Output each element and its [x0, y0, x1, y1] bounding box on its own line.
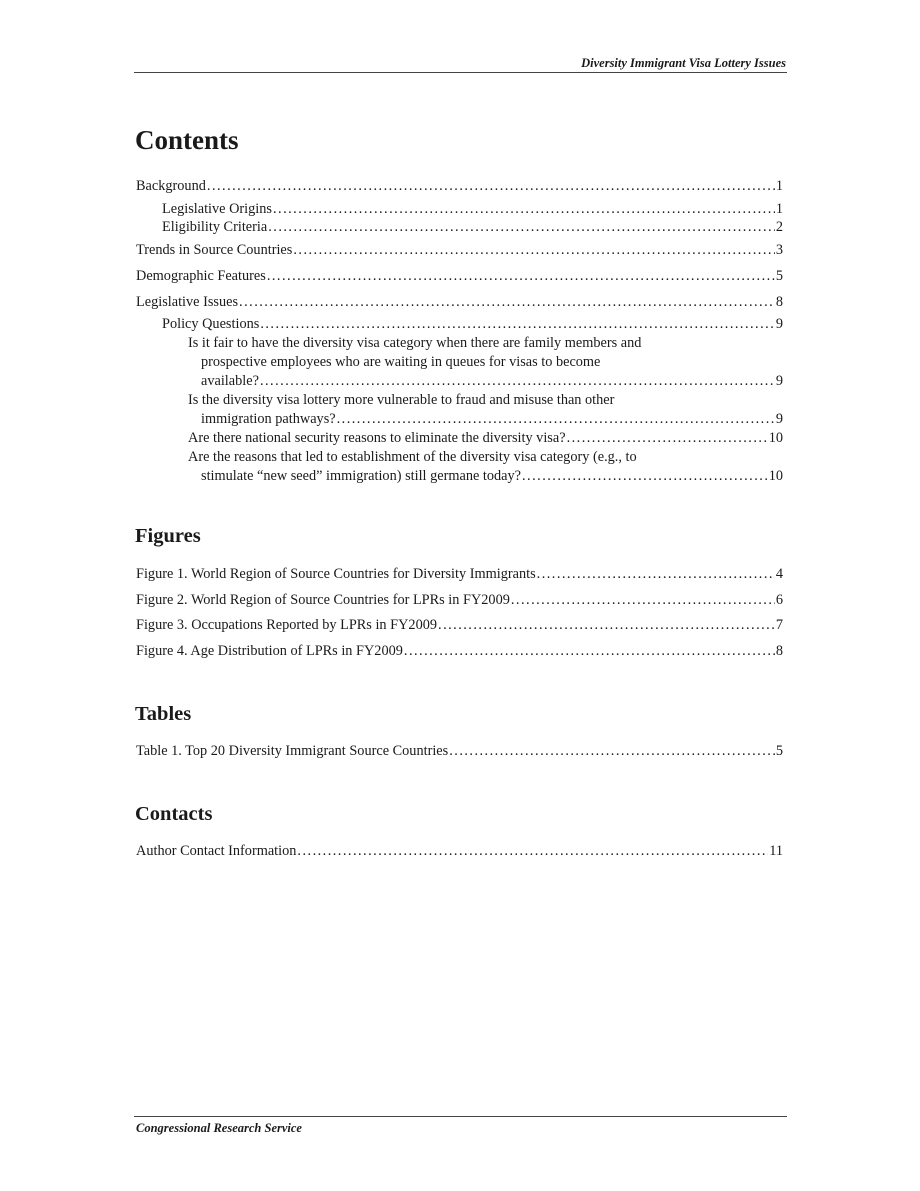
figure-page-number: 8: [775, 643, 783, 659]
toc-page-number: 1: [775, 178, 783, 194]
toc-page-number: 9: [775, 373, 783, 389]
dot-leader: [522, 467, 768, 485]
toc-entry-title: Demographic Features: [136, 268, 266, 284]
toc-entry-title: Eligibility Criteria: [162, 219, 268, 235]
contacts-heading: Contacts: [135, 803, 213, 825]
dot-leader: [268, 218, 775, 236]
tables-heading: Tables: [135, 703, 192, 725]
figure-page-number: 4: [775, 566, 783, 582]
toc-entry-title: Legislative Issues: [136, 294, 239, 310]
figure-page-number: 6: [775, 592, 783, 608]
toc-page-number: 3: [775, 242, 783, 258]
toc-page-number: 9: [775, 316, 783, 332]
toc-page-number: 10: [768, 468, 783, 484]
table-page-number: 5: [775, 743, 783, 759]
toc-entry-title: Legislative Origins: [162, 201, 272, 217]
table-entry-title: Table 1. Top 20 Diversity Immigrant Source Countries: [136, 743, 449, 759]
dot-leader: [297, 842, 768, 860]
toc-page-number: 9: [775, 411, 783, 427]
dot-leader: [404, 642, 775, 660]
running-header: Diversity Immigrant Visa Lottery Issues: [581, 56, 786, 70]
figure-entry-title: Figure 4. Age Distribution of LPRs in FY2009: [136, 643, 403, 659]
dot-leader: [273, 200, 775, 218]
dot-leader: [293, 241, 775, 259]
dot-leader: [260, 315, 775, 333]
toc-entry-title: Are there national security reasons to eliminate the diversity visa?: [188, 430, 566, 446]
running-footer: Congressional Research Service: [136, 1121, 302, 1135]
dot-leader: [567, 429, 768, 447]
toc-entry-title: Trends in Source Countries: [136, 242, 293, 258]
dot-leader: [511, 591, 775, 609]
contact-entry-title: Author Contact Information: [136, 843, 297, 859]
toc-page-number: 1: [775, 201, 783, 217]
figure-entry-title: Figure 2. World Region of Source Countries for LPRs in FY2009: [136, 592, 510, 608]
dot-leader: [267, 267, 775, 285]
toc-entry-line: Is the diversity visa lottery more vulnerable to fraud and misuse than other: [188, 392, 615, 408]
toc-entry-line: stimulate “new seed” immigration) still germane today?: [201, 468, 521, 484]
toc-page-number: 10: [768, 430, 783, 446]
dot-leader: [260, 372, 775, 390]
toc-entry-line: Are the reasons that led to establishment of the diversity visa category (e.g., to: [188, 449, 637, 465]
footer-rule: [134, 1116, 787, 1117]
contact-page-number: 11: [769, 843, 783, 859]
dot-leader: [537, 565, 775, 583]
toc-page-number: 2: [775, 219, 783, 235]
figure-page-number: 7: [775, 617, 783, 633]
figure-entry-title: Figure 3. Occupations Reported by LPRs in FY2009: [136, 617, 438, 633]
toc-entry-title: Policy Questions: [162, 316, 260, 332]
figures-heading: Figures: [135, 525, 201, 547]
toc-page-number: 8: [775, 294, 783, 310]
header-rule: [134, 72, 787, 73]
toc-entry-line: immigration pathways?: [201, 411, 336, 427]
toc-entry-line: available?: [201, 373, 259, 389]
dot-leader: [449, 742, 775, 760]
dot-leader: [438, 616, 775, 634]
dot-leader: [207, 177, 775, 195]
toc-entry-title: Background: [136, 178, 206, 194]
toc-entry-line: Is it fair to have the diversity visa category when there are family members and: [188, 335, 642, 351]
contents-heading: Contents: [135, 125, 239, 155]
dot-leader: [337, 410, 775, 428]
toc-entry-line: prospective employees who are waiting in queues for visas to become: [201, 354, 601, 370]
dot-leader: [239, 293, 775, 311]
figure-entry-title: Figure 1. World Region of Source Countries for Diversity Immigrants: [136, 566, 536, 582]
toc-page-number: 5: [775, 268, 783, 284]
